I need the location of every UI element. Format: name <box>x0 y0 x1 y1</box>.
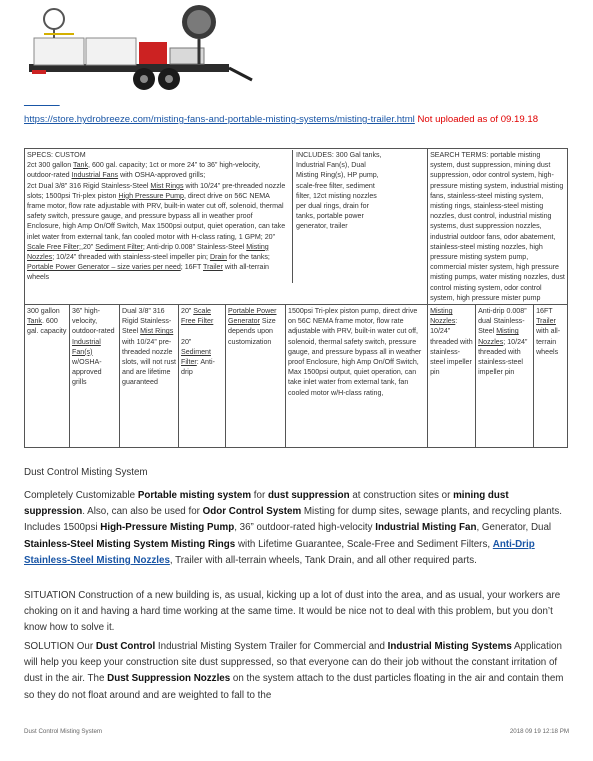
nozzles-link[interactable]: Anti-Drip Stainless-Steel Misting Nozzles <box>24 538 535 566</box>
specs-includes: INCLUDES: 300 Gal tanks, Industrial Fan(s), Dual Misting Ring(s), HP pump, scale-free filter, sediment filter, 12ct misting nozzles per dual rings, drain for tanks, portable power generator, trailer <box>292 150 389 283</box>
source-note: Not uploaded as of 09.19.18 <box>414 114 539 125</box>
source-line <box>24 113 569 126</box>
trailer-image <box>24 4 256 100</box>
search-terms-cell: SEARCH TERMS: portable misting system, dust suppression, mining dust suppression, odor control system, high-pressure misting system, industrial misting fans, stainless-steel misting system, misting rings, stainless-steel misting nozzles, dust control, industrial misting systems, dust suppression nozzles, industrial outdoor fans, odor abatement, stainless-steel misting nozzles, high pressure misting system pump, commercial mister system, high pressure misting pumps, water misting nozzles, dust control misting system, odor control system, high pressure mister pump <box>428 149 568 305</box>
anti-drip-cell: Anti-drip 0.008” dual Stainless-Steel Misting Nozzles; 10/24” threaded with stainless-steel impeller pin <box>476 305 534 448</box>
specs-table <box>24 148 568 448</box>
table-row <box>25 149 568 305</box>
filter-cell: 20” Scale Free Filter 20” Sediment Filter: Anti-drip <box>179 305 226 448</box>
mist-ring-cell: Dual 3/8” 316 Rigid Stainless-Steel Mist Rings with 10/24” pre-threaded nozzle slots, will not rust and are lifetime guaranteed <box>120 305 179 448</box>
image-caption: ________ <box>24 97 60 106</box>
trailer-cell: 16FT Trailer with all-terrain wheels <box>534 305 568 448</box>
pump-cell: 1500psi Tri-plex piston pump, direct drive on 56C NEMA frame motor, flow rate adjustable with PRV, built-in water cut off, solenoid, thermal safety switch, pressure gauge, and pressure bypass all in weather proof Enclosure, high Amp On/Off Switch, Max 1500psi output, quiet operation, can take inlet water from external tank, fan cooled motor w/H-class rating, <box>286 305 428 448</box>
tank-cell: 300 gallon Tank. 600 gal. capacity <box>25 305 70 448</box>
section-heading: Dust Control Misting System <box>24 467 148 478</box>
footer-timestamp: 2018 09 19 12:18 PM <box>509 728 569 735</box>
generator-cell: Portable Power Generator Size depends upon customization <box>226 305 286 448</box>
nozzle-cell: Misting Nozzles: 10/24” threaded with stainless-steel impeller pin <box>428 305 476 448</box>
paragraph-description: Completely Customizable Portable misting system for dust suppression at construction sites or mining dust suppression. Also, can also be used for Odor Control System Misting for dump sites, sewage plants, and recycling plants. Includes 1500psi High-Pressure Misting Pump, 36” outdoor-rated high-velocity Industrial Misting Fan, Generator, Dual Stainless-Steel Misting System Misting Rings with Lifetime Guarantee, Scale-Free and Sediment Filters, Anti-Drip Stainless-Steel Misting Nozzles, Trailer with all-terrain wheels, Tank Drain, and all other required parts. <box>24 490 562 566</box>
table-row <box>25 305 568 448</box>
footer-title: Dust Control Misting System <box>24 728 103 735</box>
source-link[interactable]: https://store.hydrobreeze.com/misting-fans-and-portable-misting-systems/misting-trailer.html <box>24 114 415 125</box>
fan-cell: 36” high-velocity, outdoor-rated Industrial Fan(s) w/OSHA-approved grills <box>70 305 120 448</box>
paragraph-situation: SITUATION Construction of a new building is, as usual, kicking up a lot of dust into the area, and as usual, your workers are choking on it and having a hard time working at the same time. It would be nice not to deal with this problem, but you don’t know how to solve it. <box>24 590 561 634</box>
specs-custom: SPECS: CUSTOM 2ct 300 gallon Tank, 600 gal. capacity; 1ct or more 24” to 36” high-velocity, outdoor-rated Industrial Fans with OSHA-approved grills; 2ct Dual 3/8” 316 Rigid Stainless-Steel Mist Rings with 10/24” pre-threaded nozzle slots; 1500psi Tri-plex piston High Pressure Pump, direct drive on 56C NEMA frame motor, flow rate adjustable with PRV, built-in water cut off, solenoid, thermal safety switch, pressure gauge, and pressure bypass all in weather proof Enclosure, high Amp On/Off Switch, Max 1500psi output, quiet operation, can take inlet water from external tank, fan cooled motor with H-class rating, 1 GPM; 20” Scale Free Filter;,20” Sediment Filter; Anti-drip 0.008” Stainless-Steel Misting Nozzles; 10/24” threaded with stainless-steel impeller pin; Drain for the tanks; Portable Power Generator – size varies per need; 16FT Trailer with all-terrain wheels <box>27 151 286 282</box>
paragraph-solution: SOLUTION Our Dust Control Industrial Misting System Trailer for Commercial and Industrial Misting Systems Application will help you keep your construction site dust suppressed, so that everyone can do their job without the constant irritation of dust in the air. The Dust Suppression Nozzles on the system attach to the dust particles floating in the air and contain them so they do not float around and are weighted to fall to the <box>24 641 564 701</box>
specs-cell <box>25 149 428 305</box>
